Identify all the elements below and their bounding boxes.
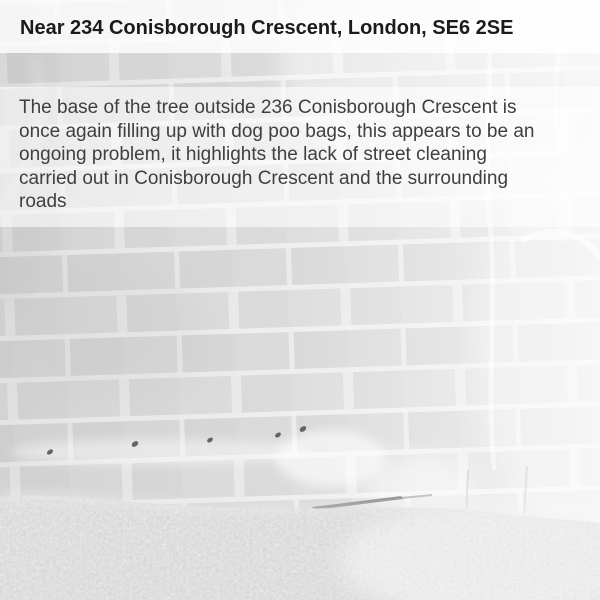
description-line: once again filling up with dog poo bags, this appears to be an bbox=[19, 120, 535, 142]
location-header bbox=[0, 0, 600, 53]
description-panel bbox=[0, 87, 600, 227]
description-line: The base of the tree outside 236 Conisborough Crescent is bbox=[19, 97, 517, 118]
location-title: Near 234 Conisborough Crescent, London, SE6 2SE bbox=[20, 17, 514, 39]
description-line: carried out in Conisborough Crescent and the surrounding bbox=[19, 167, 509, 189]
description-line: roads bbox=[19, 191, 67, 212]
description-line: ongoing problem, it highlights the lack of street cleaning bbox=[19, 144, 487, 165]
